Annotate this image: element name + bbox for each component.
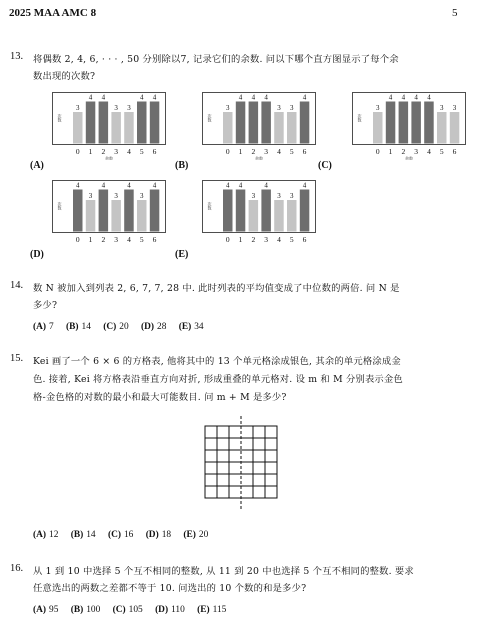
option-a-label[interactable]: (A) <box>30 160 44 171</box>
bar-1 <box>236 102 246 144</box>
tick-label: 4 <box>277 147 281 156</box>
chart-frame <box>353 93 466 145</box>
bar-4 <box>274 200 284 232</box>
tick-label: 4 <box>127 147 131 156</box>
bar-6 <box>300 102 310 144</box>
tick-label: 5 <box>289 235 294 244</box>
tick-label: 0 <box>225 235 230 244</box>
q14-number: 14. <box>10 280 24 291</box>
x-axis-label: 余数 <box>405 156 413 160</box>
x-axis-label: 余数 <box>105 156 113 160</box>
tick-label: 5 <box>289 147 294 156</box>
q15-option-d[interactable]: (D) 18 <box>145 530 172 540</box>
bar-3 <box>411 102 421 144</box>
x-axis-label: 余数 <box>255 156 263 160</box>
tick-label: 4 <box>277 235 281 244</box>
data-label: 4 <box>238 93 243 102</box>
data-label: 3 <box>114 104 118 112</box>
tick-label: 2 <box>101 235 106 244</box>
data-label: 3 <box>277 192 281 200</box>
q15-option-c[interactable]: (C) 16 <box>107 530 134 540</box>
q16-option-a[interactable]: (A) 95 <box>33 605 59 615</box>
data-label: 3 <box>76 104 80 112</box>
histogram-svg <box>352 92 466 160</box>
tick-label: 1 <box>238 147 243 156</box>
q14-option-b[interactable]: (B) 14 <box>66 322 91 332</box>
data-label: 4 <box>152 93 157 102</box>
tick-label: 0 <box>75 147 80 156</box>
bar-3 <box>261 190 271 232</box>
option-b-label[interactable]: (B) <box>175 160 189 171</box>
data-label: 4 <box>76 181 80 190</box>
q13-number: 13. <box>10 51 24 62</box>
q14-option-e[interactable]: (E) 34 <box>178 322 204 332</box>
option-e-label[interactable]: (E) <box>175 249 189 260</box>
data-label: 4 <box>264 93 268 102</box>
tick-label: 2 <box>401 147 406 156</box>
tick-label: 3 <box>414 147 419 156</box>
q14-option-c[interactable]: (C) 20 <box>103 322 129 332</box>
chart-frame <box>53 93 166 145</box>
bar-1 <box>386 102 396 144</box>
tick-label: 5 <box>139 147 144 156</box>
option-c-label[interactable]: (C) <box>318 160 332 171</box>
bar-6 <box>150 190 160 232</box>
q15-option-a[interactable]: (A) 12 <box>33 530 59 540</box>
data-label: 4 <box>101 181 106 190</box>
q13-text-line2: 数出现的次数? <box>33 71 96 82</box>
tick-label: 6 <box>152 235 157 244</box>
data-label: 4 <box>302 181 307 190</box>
bar-4 <box>124 112 134 144</box>
bar-2 <box>99 190 109 232</box>
tick-label: 4 <box>127 235 131 244</box>
data-label: 4 <box>238 181 243 190</box>
q15-options <box>33 530 218 540</box>
bar-6 <box>150 102 160 144</box>
chart-frame <box>53 181 166 233</box>
tick-label: 2 <box>251 147 256 156</box>
data-label: 3 <box>376 104 380 112</box>
bar-0 <box>73 190 83 232</box>
option-d-label[interactable]: (D) <box>30 249 44 260</box>
bar-2 <box>249 102 259 144</box>
tick-label: 3 <box>264 147 269 156</box>
data-label: 4 <box>152 181 157 190</box>
tick-label: 5 <box>439 147 444 156</box>
q15-option-b[interactable]: (B) 14 <box>70 530 96 540</box>
exam-title: 2025 MAA AMC 8 <box>9 7 97 19</box>
bar-4 <box>124 190 134 232</box>
q15-number: 15. <box>10 353 24 364</box>
data-label: 3 <box>440 104 444 112</box>
y-axis-label: 次数 <box>357 114 363 122</box>
y-axis-label: 次数 <box>57 202 63 210</box>
bar-4 <box>424 102 434 144</box>
bar-3 <box>111 112 121 144</box>
data-label: 3 <box>127 104 131 112</box>
data-label: 3 <box>290 104 294 112</box>
chart-frame <box>203 181 316 233</box>
bar-4 <box>274 112 284 144</box>
bar-2 <box>399 102 409 144</box>
histogram-svg <box>52 180 166 248</box>
data-label: 4 <box>140 93 144 102</box>
bar-5 <box>437 112 447 144</box>
y-axis-label: 次数 <box>207 202 213 210</box>
data-label: 3 <box>114 192 118 200</box>
data-label: 4 <box>414 93 418 102</box>
histogram-e <box>202 180 316 248</box>
q14-option-d[interactable]: (D) 28 <box>141 322 167 332</box>
q16-option-c[interactable]: (C) 105 <box>112 605 143 615</box>
data-label: 3 <box>290 192 294 200</box>
data-label: 3 <box>140 192 144 200</box>
histogram-d <box>52 180 166 248</box>
histogram-svg <box>52 92 166 160</box>
q15-option-e[interactable]: (E) 20 <box>183 530 209 540</box>
bar-0 <box>373 112 383 144</box>
bar-0 <box>223 112 233 144</box>
histogram-svg <box>202 92 316 160</box>
q13-text-line1: 将偶数 2, 4, 6, · · · , 50 分别除以7, 记录它们的余数. 问以下哪个直方图显示了每个余 <box>33 54 399 65</box>
q15-text-line2: 色. 接着, Kei 将方格表沿垂直方向对折, 形成重叠的单元格对. 设 m 和 M 分别表示金色 <box>33 374 403 385</box>
page-number: 5 <box>452 7 458 19</box>
q15-text-line3: 格-金色格的对数的最小和最大可能数目. 问 m + M 是多少? <box>33 392 287 403</box>
bar-1 <box>86 200 96 232</box>
data-label: 4 <box>302 93 307 102</box>
q14-options <box>33 322 214 332</box>
data-label: 4 <box>401 93 406 102</box>
tick-label: 0 <box>375 147 380 156</box>
data-label: 4 <box>251 93 256 102</box>
data-label: 4 <box>264 181 268 190</box>
tick-label: 1 <box>88 235 93 244</box>
histogram-c <box>352 92 466 160</box>
tick-label: 0 <box>225 147 230 156</box>
tick-label: 1 <box>388 147 393 156</box>
tick-label: 5 <box>139 235 144 244</box>
bar-6 <box>300 190 310 232</box>
bar-5 <box>137 200 147 232</box>
data-label: 4 <box>88 93 93 102</box>
bar-1 <box>236 190 246 232</box>
data-label: 3 <box>251 192 256 200</box>
bar-6 <box>450 112 460 144</box>
tick-label: 0 <box>75 235 80 244</box>
data-label: 3 <box>88 192 93 200</box>
bar-5 <box>287 112 297 144</box>
q16-number: 16. <box>10 563 24 574</box>
q16-option-b[interactable]: (B) 100 <box>70 605 101 615</box>
tick-label: 6 <box>302 147 307 156</box>
q16-option-d[interactable]: (D) 110 <box>155 605 185 615</box>
bar-2 <box>249 200 259 232</box>
tick-label: 6 <box>152 147 157 156</box>
tick-label: 2 <box>101 147 106 156</box>
data-label: 4 <box>226 181 230 190</box>
q16-options <box>33 605 236 615</box>
histogram-svg <box>202 180 316 248</box>
tick-label: 3 <box>264 235 269 244</box>
bar-3 <box>261 102 271 144</box>
tick-label: 6 <box>452 147 457 156</box>
folding-grid-figure <box>203 413 285 513</box>
data-label: 4 <box>127 181 131 190</box>
data-label: 4 <box>101 93 106 102</box>
bar-5 <box>137 102 147 144</box>
tick-label: 6 <box>302 235 307 244</box>
bar-2 <box>99 102 109 144</box>
bar-0 <box>223 190 233 232</box>
q14-text-line1: 数 N 被加入到列表 2, 6, 7, 7, 28 中. 此时列表的平均值变成了中位数的两倍. 问 N 是 <box>33 283 400 294</box>
data-label: 3 <box>226 104 230 112</box>
tick-label: 3 <box>114 147 119 156</box>
data-label: 3 <box>452 104 457 112</box>
bar-5 <box>287 200 297 232</box>
histogram-a <box>52 92 166 160</box>
data-label: 4 <box>427 93 431 102</box>
bar-3 <box>111 200 121 232</box>
data-label: 4 <box>388 93 393 102</box>
bar-1 <box>86 102 96 144</box>
q15-text-line1: Kei 画了一个 6 × 6 的方格表, 他将其中的 13 个单元格涂成银色, 其余的单元格涂成金 <box>33 356 401 367</box>
tick-label: 1 <box>88 147 93 156</box>
data-label: 3 <box>277 104 281 112</box>
q14-text-line2: 多少? <box>33 300 58 311</box>
q16-option-e[interactable]: (E) 115 <box>197 605 227 615</box>
q14-option-a[interactable]: (A) 7 <box>33 322 54 332</box>
tick-label: 2 <box>251 235 256 244</box>
tick-label: 3 <box>114 235 119 244</box>
q16-text-line2: 任意选出的两数之差都不等于 10. 问选出的 10 个数的和是多少? <box>33 583 307 594</box>
q16-text-line1: 从 1 到 10 中选择 5 个互不相同的整数, 从 11 到 20 中也选择 5 个互不相同的整数. 要求 <box>33 566 414 577</box>
tick-label: 4 <box>427 147 431 156</box>
histogram-b <box>202 92 316 160</box>
y-axis-label: 次数 <box>57 114 63 122</box>
tick-label: 1 <box>238 235 243 244</box>
y-axis-label: 次数 <box>207 114 213 122</box>
chart-frame <box>203 93 316 145</box>
bar-0 <box>73 112 83 144</box>
